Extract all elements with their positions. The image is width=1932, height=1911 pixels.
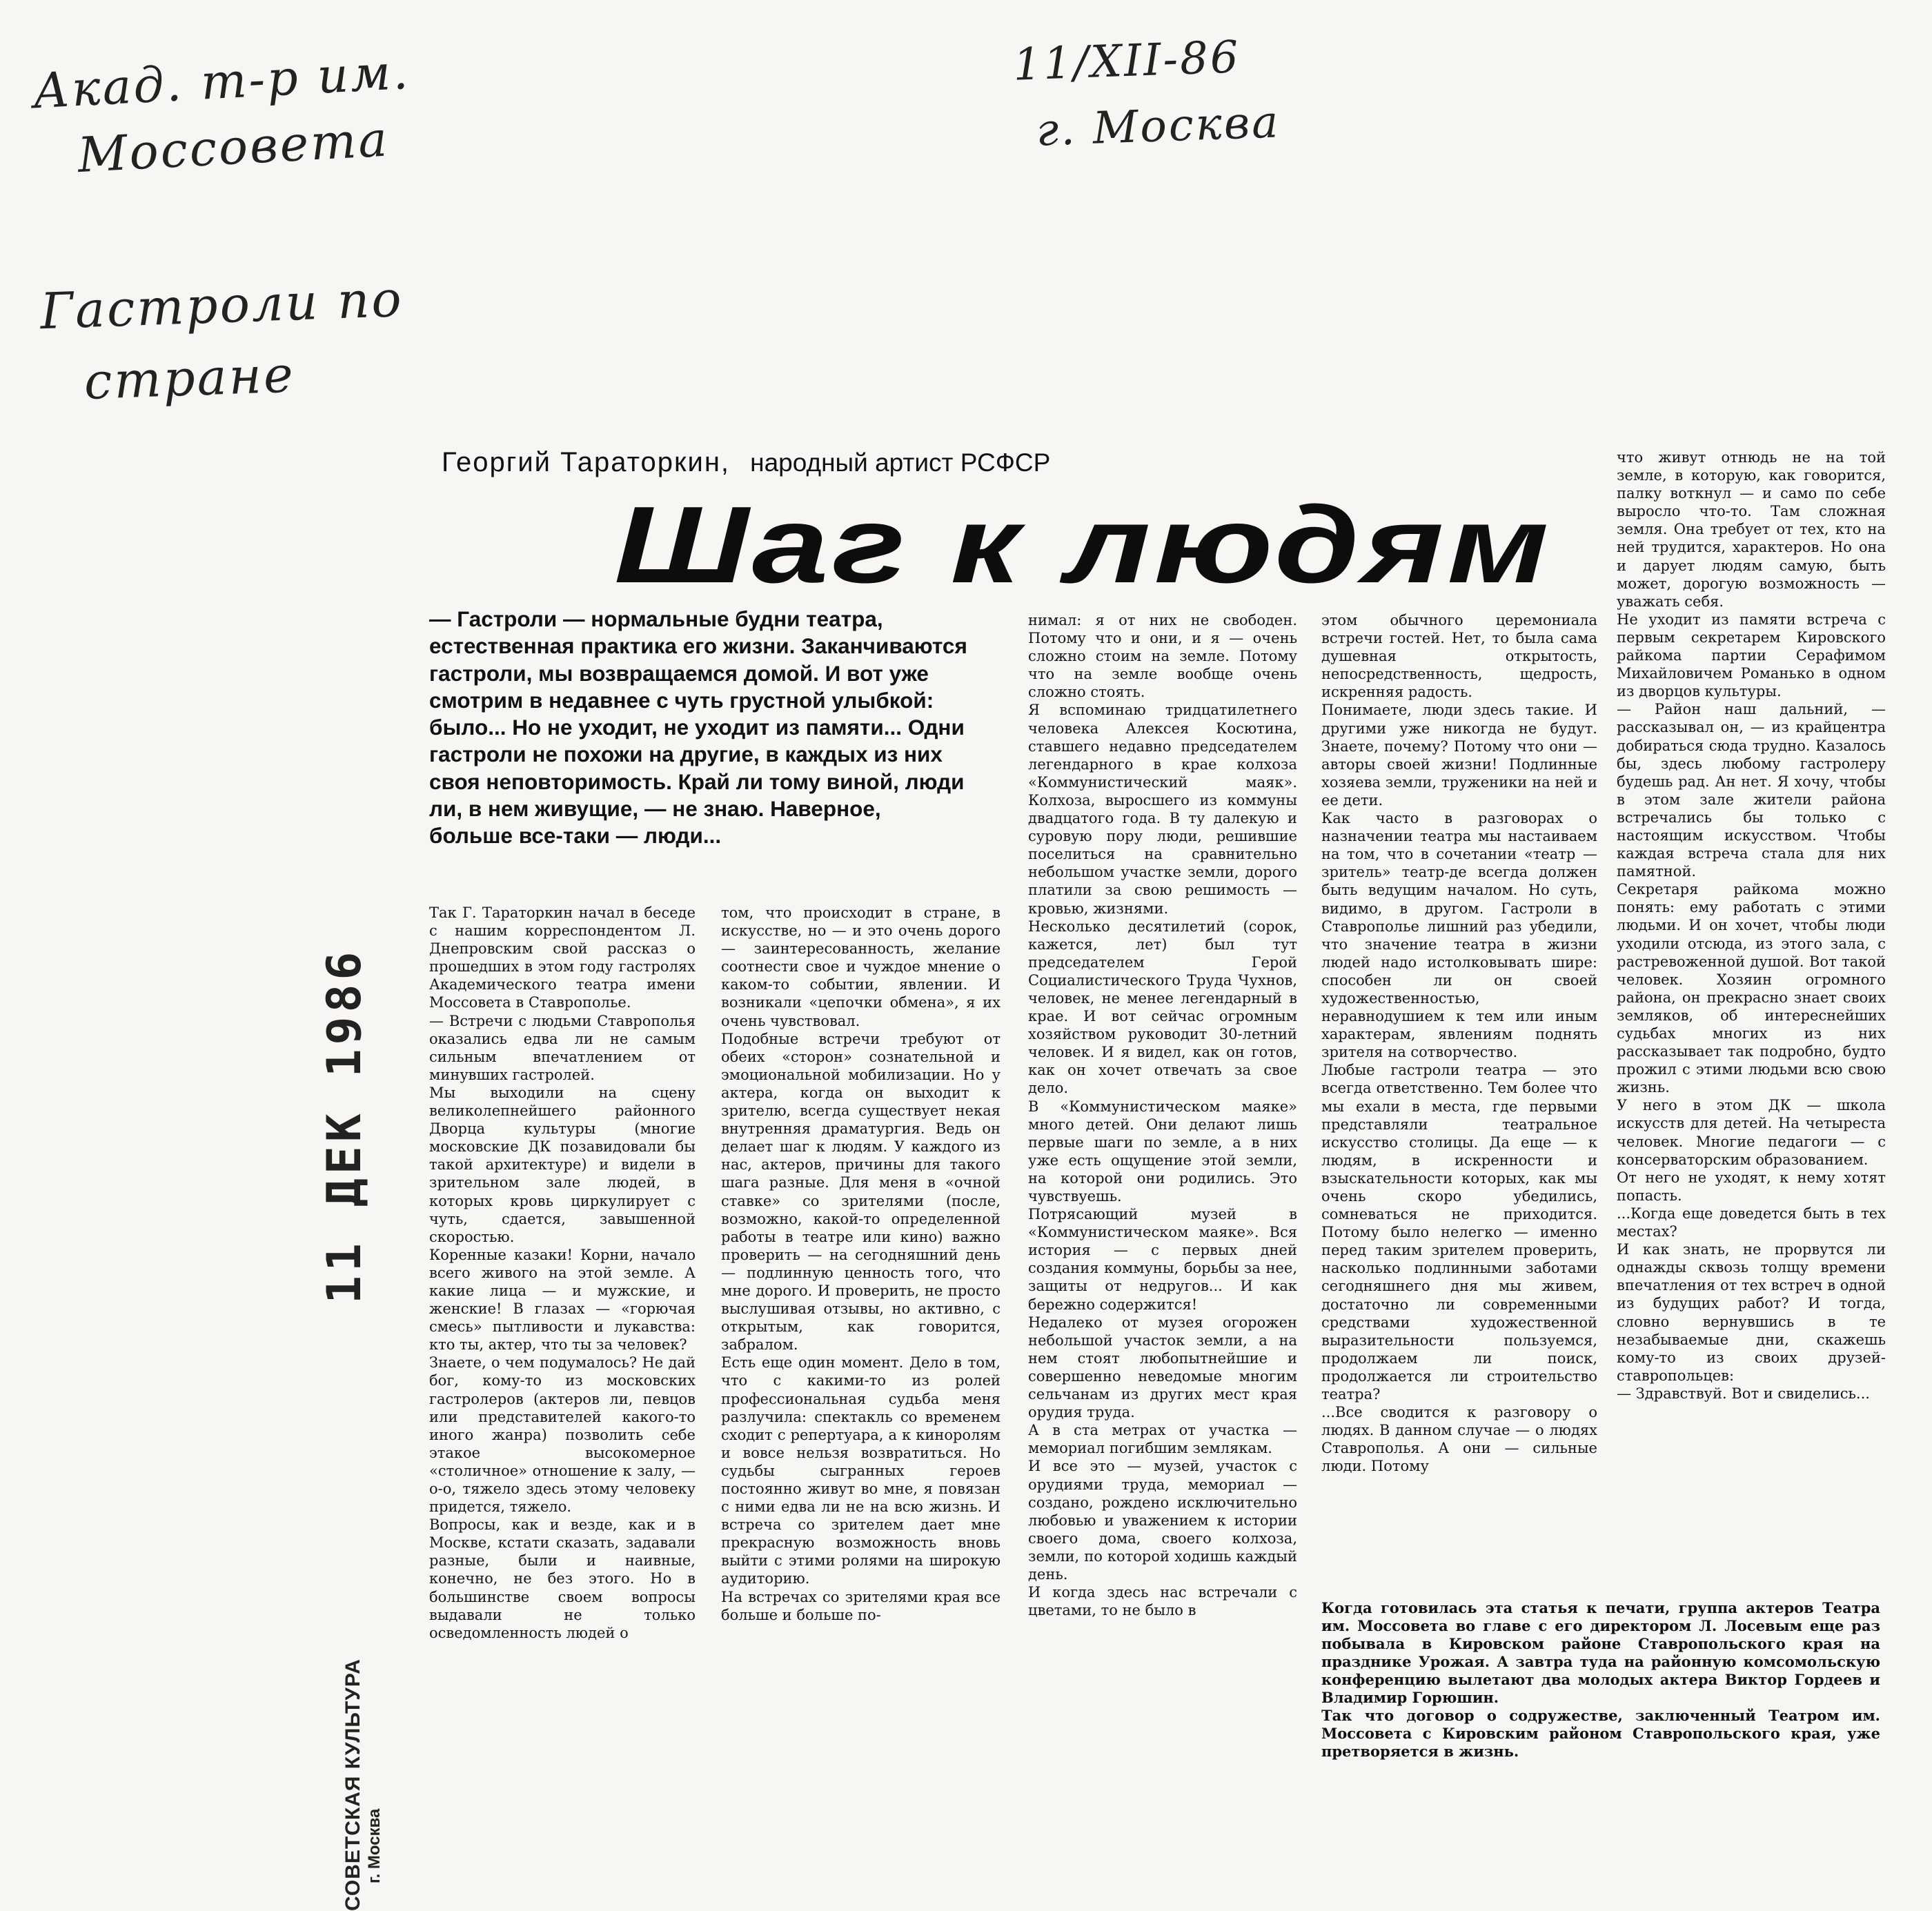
article-column-1: Так Г. Тараторкин начал в беседе с нашим корреспондентом Л. Днепровским свой рассказ о прошедших в этом году гастролях Академического театра имени Моссовета в Ставрополье. — Встречи с людьми Ставрополья оказались едва ли не самым сильным впечатлением от минувших гастролей. Мы выходили на сцену великолепнейшего районного Дворца культуры (многие московские ДК позавидовали бы такой архитектуре) и видели в зрительном зале людей, в которых кровь циркулирует с чуть, сдается, завышенной скоростью. Коренные казаки! Корни, начало всего живого на этой земле. А какие лица — и мужские, и женские! В глазах — «горючая смесь» пытливости и лукавства: кто ты, актер, что ты за человек? Знаете, о чем подумалось? Не дай бог, кому-то из московских гастролеров (актеров ли, певцов или представителей какого-то иного жанра) позволить себе этакое высокомерное «столичное» отношение к залу, — о-о, тяжело здесь этому человеку придется, тяжело. Вопросы, как и везде, как и в Москве, кстати сказать, задавали разные, были и наивные, конечно, не без этого. Но в большинстве своем вопросы выдавали не только осведомленность людей о [429, 904, 696, 1641]
source-stamp [342, 1649, 400, 1911]
headline: Шаг к людям [614, 484, 1552, 606]
byline [442, 447, 1050, 478]
source-city: г. Москва [365, 1808, 384, 1883]
article-column-5: что живут отнюдь не на той земле, в которую, как говорится, палку воткнул — и само по себе выросло что-то. Там сложная земля. Она требует от тех, кто на ней трудится, характеров. Но она и дарует людям самую, быть может, дорогую возможность — уважать себя. Не уходит из памяти встреча с первым секретарем Кировского райкома партии Серафимом Михайловичем Романько в одном из дворцов культуры. — Район наш дальний, — рассказывал он, — из крайцентра добираться сюда трудно. Казалось бы, здесь любому гастролеру будешь рад. Ан нет. Я хочу, чтобы в этом зале жители района встречались бы только с настоящим искусством. Чтобы каждая встреча стала для них памятной. Секретаря райкома можно понять: ему работать с этими людьми. И он хочет, чтобы люди уходили отсюда, из этого зала, с растревоженной душой. Вот такой человек. Хозяин огромного района, он прекрасно знает своих земляков, об интереснейших судьбах многих из них рассказывает так подробно, будто прожил с этими людьми всю свою жизнь. У него в этом ДК — школа искусств для детей. На четыреста человек. Многие педагоги — с консерваторским образованием. От него не уходят, к нему хотят попасть. ...Когда еще доведется быть в тех местах? И как знать, не прорвутся ли однажды сквозь толщу времени впечатления от тех встреч в одной из будущих работ? И тогда, словно вернувшись в те незабываемые дни, скажешь кому-то из своих друзей-ставропольцев: — Здравствуй. Вот и свиделись... [1617, 449, 1886, 1402]
handwritten-note-category: Гастроли по стране [39, 269, 404, 411]
source-publication: СОВЕТСКАЯ КУЛЬТУРА [342, 1658, 364, 1911]
handwritten-note-date: 11/XII-86 г. Москва [1012, 32, 1281, 157]
handwritten-note-theatre: Акад. т-р им. Моссовета [31, 43, 412, 184]
editorial-note: Когда готовилась эта статья к печати, группа актеров Театра им. Моссовета во главе с его директором Л. Лосевым еще раз побывала в Кировском районе Ставропольского края на празднике Урожая. А завтра туда на районную комсомольскую конференцию вылетают два молодых актера Виктор Гордеев и Владимир Горюшин. Так что договор о содружестве, заключенный Театром им. Моссовета с Кировским районом Ставропольского края, уже претворяется в жизнь. [1321, 1599, 1880, 1760]
article-column-3: нимал: я от них не свободен. Потому что и они, и я — очень сложно стоим на земле. Потому что на земле вообще очень сложно стоять. Я вспоминаю тридцатилетнего человека Алексея Косютина, ставшего недавно председателем легендарного в крае колхоза «Коммунистический маяк». Колхоза, выросшего из коммуны двадцатого года. В ту далекую и суровую пору люди, решившие поселиться на сравнительно небольшом участке земли, дорого платили за свою решимость — кровью, жизнями. Несколько десятилетий (сорок, кажется, лет) был тут председателем Герой Социалистического Труда Чухнов, человек, не менее легендарный в крае. И вот сейчас огромным хозяйством руководит 30-летний человек. И я видел, как он готов, как он хочет отвечать за свое дело. В «Коммунистическом маяке» много детей. Они делают лишь первые шаги по земле, а в них уже есть ощущение этой земли, на которой они родились. Это чувствуешь. Потрясающий музей в «Коммунистическом маяке». Вся история — с первых дней создания коммуны, борьбы за нее, защиты от недругов... И как бережно содержится! Недалеко от музея огорожен небольшой участок земли, а на нем стоят любопытнейшие и совершенно неведомые многим сельчанам из других мест края орудия труда. А в ста метрах от участка — мемориал погибшим землякам. И все это — музей, участок с орудиями труда, мемориал — создано, рождено исключительно любовью и уважением к истории своего дома, своего колхоза, земли, по которой ходишь каждый день. И когда здесь нас встречали с цветами, то не было в [1028, 612, 1297, 1619]
lead-paragraph: — Гастроли — нормальные будни театра, естественная практика его жизни. Заканчиваются гастроли, мы возвращаемся домой. И вот уже смотрим в недавнее с чуть грустной улыбкой: было... Но не уходит, не уходит из памяти... Одни гастроли не похожи на другие, в каждых из них своя неповторимость. Край ли тому виной, люди ли, в нем живущие, — не знаю. Наверное, больше все-таки — люди... [429, 606, 967, 849]
date-stamp: 11 ДЕК 1986 [317, 947, 372, 1304]
article-column-4: этом обычного церемониала встречи гостей. Нет, то была сама душевная открытость, непосредственность, щедрость, искренняя радость. Понимаете, люди здесь такие. И другими уже никогда не будут. Знаете, почему? Потому что они — авторы своей жизни! Подлинные хозяева земли, труженики на ней и ее дети. Как часто в разговорах о назначении театра мы настаиваем на том, что в сочетании «театр — зритель» театр-де всегда должен быть ведущим началом. Но суть, видимо, в другом. Гастроли в Ставрополье лишний раз убедили, что значение театра в жизни людей надо истолковывать шире: способен ли он своей художественностью, неравнодушием к тем или иным характерам, явлениям поднять зрителя на сотворчество. Любые гастроли театра — это всегда ответственно. Тем более что мы ехали в места, где первыми представляли театральное искусство столицы. Да еще — к людям, в искренности и взыскательности которых, как мы очень скоро убедились, сомневаться не приходится. Потому было нелегко — именно перед таким зрителем проверить, насколько подлинными заботами сегодняшнего дня мы живем, достаточно ли современными средствами художественной выразительности пользуемся, продолжаем ли поиск, продолжается ли строительство театра? ...Все сводится к разговору о людях. В данном случае — о людях Ставрополья. А они — сильные люди. Потому [1321, 612, 1597, 1475]
author-name: Георгий Тараторкин, [442, 447, 731, 477]
article-column-2: том, что происходит в стране, в искусстве, но — и это очень дорого — заинтересованность, желание соотнести свое и чуждое мнение о каком-то событии, явлении. И возникали «цепочки обмена», я их очень чувствовал. Подобные встречи требуют от обеих «сторон» сознательной и эмоциональной мобилизации. Но у актера, когда он выходит к зрителю, всегда существует некая внутренняя драматургия. Ведь он делает шаг к людям. У каждого из нас, актеров, причины для такого шага разные. Для меня в «очной ставке» со зрителями (после, возможно, какой-то определенной работы в театре или кино) важно проверить — на сегодняшний день — подлинную ценность того, что мне дорого. И проверить, не просто выслушивая отзывы, но активно, с открытым, как говорится, забралом. Есть еще один момент. Дело в том, что с какими-то из ролей профессиональная судьба меня разлучила: спектакль со временем сходит с репертуара, а к киноролям и вовсе нельзя возвратиться. Но судьбы сыгранных героев постоянно живут во мне, я повязан с ними едва ли не на всю жизнь. И встреча со зрителем дает мне прекрасную возможность вновь выйти с этими ролями на широкую аудиторию. На встречах со зрителями края все больше и больше по- [721, 904, 1000, 1623]
author-title: народный артист РСФСР [750, 448, 1051, 477]
